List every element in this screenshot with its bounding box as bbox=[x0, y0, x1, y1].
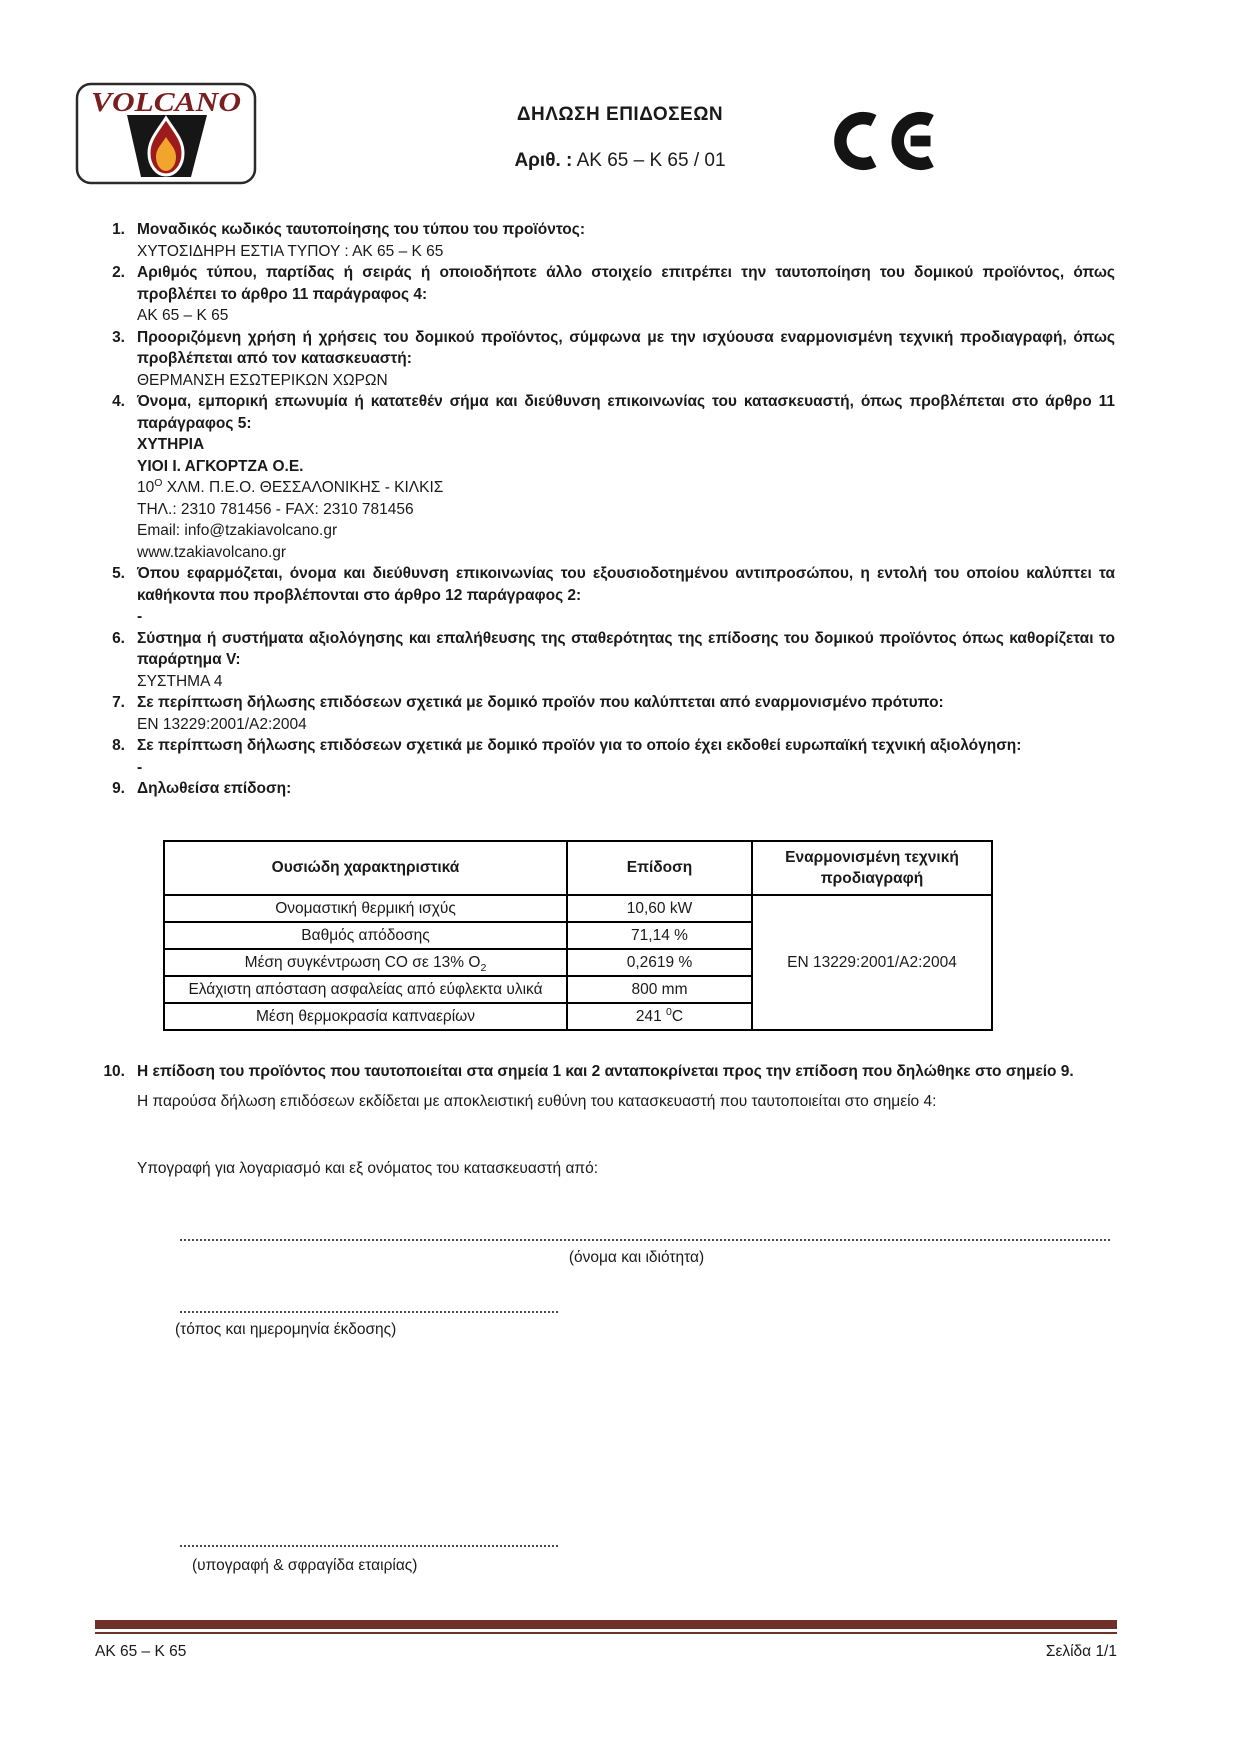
item-heading: Όνομα, εμπορική επωνυμία ή κατατεθέν σήμα και διεύθυνση επικοινωνίας του κατασκευαστή, όπως προβλέπεται στο άρθρο 11 παράγραφος 5: bbox=[137, 393, 1115, 432]
manufacturer-phone: ΤΗΛ.: 2310 781456 - FAX: 2310 781456 bbox=[137, 500, 414, 518]
document-number-value: ΑΚ 65 – Κ 65 / 01 bbox=[576, 149, 726, 171]
item-number: 2. bbox=[112, 264, 125, 281]
item-number: 3. bbox=[112, 328, 125, 346]
item-value: ΧΥΤΟΣΙΔΗΡΗ ΕΣΤΙΑ ΤΥΠΟΥ : ΑΚ 65 – Κ 65 bbox=[137, 242, 444, 260]
list-item-5 bbox=[95, 563, 1115, 628]
co-label: Μέση συγκέντρωση CO σε 13% O bbox=[244, 953, 481, 971]
list-item-2 bbox=[95, 262, 1115, 327]
ce-mark-icon bbox=[830, 108, 938, 174]
declared-performance-table bbox=[163, 840, 1115, 1031]
row-label: Βαθμός απόδοσης bbox=[164, 922, 567, 949]
stamp-signature-caption: (υπογραφή & σφραγίδα εταιρίας) bbox=[192, 1557, 418, 1574]
item-value: ΣΥΣΤΗΜΑ 4 bbox=[137, 672, 223, 690]
footer-rule-thin bbox=[95, 1632, 1117, 1634]
list-item-8 bbox=[95, 735, 1115, 778]
item-heading: Μοναδικός κωδικός ταυτοποίησης του τύπου του προϊόντος: bbox=[137, 221, 585, 238]
item-heading: Όπου εφαρμόζεται, όνομα και διεύθυνση επικοινωνίας του εξουσιοδοτημένου αντιπροσώπου, η εντολή του οποίου καλύπτει τα καθήκοντα που προβλέπονται στο άρθρο 12 παράγραφος 2: bbox=[137, 565, 1115, 604]
list-item-3 bbox=[95, 327, 1115, 392]
row-value bbox=[567, 1003, 752, 1030]
item-value-dash: - bbox=[137, 758, 143, 776]
list-item-4 bbox=[95, 391, 1115, 563]
row-value: 10,60 kW bbox=[567, 895, 752, 922]
item-value: EN 13229:2001/A2:2004 bbox=[137, 715, 307, 733]
signature-intro: Υπογραφή για λογαριασμό και εξ ονόματος του κατασκευαστή από: bbox=[137, 1159, 599, 1177]
manufacturer-email: Email: info@tzakiavolcano.gr bbox=[137, 522, 338, 539]
item-heading: Αριθμός τύπου, παρτίδας ή σειράς ή οποιοδήποτε άλλο στοιχείο επιτρέπει την ταυτοποίηση του δομικού προϊόντος, όπως προβλέπει το άρθρο 11 παράγραφος 4: bbox=[137, 264, 1115, 303]
list-item-7 bbox=[95, 692, 1115, 735]
item-heading: Σε περίπτωση δήλωσης επιδόσεων σχετικά με δομικό προϊόν που καλύπτεται από εναρμονισμένο πρότυπο: bbox=[137, 694, 944, 711]
volcano-logo-text: VOLCANO bbox=[91, 87, 241, 117]
document-number-label: Αριθ. : bbox=[514, 149, 573, 171]
item-heading: Δηλωθείσα επίδοση: bbox=[137, 780, 292, 797]
section10-heading: Η επίδοση του προϊόντος που ταυτοποιείται στα σημεία 1 και 2 ανταποκρίνεται προς την επίδοση που δηλώθηκε στο σημείο 9. bbox=[137, 1062, 1074, 1080]
temp-value: 241 bbox=[635, 1007, 667, 1025]
row-value: 0,2619 % bbox=[567, 949, 752, 976]
footer-rule-thick bbox=[95, 1620, 1117, 1629]
item-value: ΑΚ 65 – Κ 65 bbox=[137, 307, 229, 324]
temp-superscript: 0 bbox=[666, 1005, 672, 1018]
item-value: ΘΕΡΜΑΝΣΗ ΕΣΩΤΕΡΙΚΩΝ ΧΩΡΩΝ bbox=[137, 371, 388, 389]
item-number: 7. bbox=[112, 694, 125, 711]
address-prefix: 10 bbox=[137, 479, 155, 496]
item-heading: Σε περίπτωση δήλωσης επιδόσεων σχετικά με δομικό προϊόν για το οποίο έχει εκδοθεί ευρωπαϊκή τεχνική αξιολόγηση: bbox=[137, 737, 1022, 754]
manufacturer-company: ΥΙΟΙ Ι. ΑΓΚΟΡΤΖΑ Ο.Ε. bbox=[137, 457, 304, 475]
section-10 bbox=[95, 1061, 1115, 1180]
item-number: 9. bbox=[112, 780, 125, 797]
item-value-dash: - bbox=[137, 608, 143, 625]
item-number: 4. bbox=[112, 393, 125, 410]
table-header-row bbox=[164, 841, 992, 895]
item-number: 8. bbox=[112, 737, 125, 754]
place-date-line bbox=[180, 1311, 558, 1313]
section10-paragraph: Η παρούσα δήλωση επιδόσεων εκδίδεται με αποκλειστική ευθύνη του κατασκευαστή που ταυτοποιείται στο σημείο 4: bbox=[137, 1093, 937, 1110]
footer-product-code: ΑΚ 65 – Κ 65 bbox=[95, 1643, 187, 1660]
numbered-list bbox=[95, 219, 1115, 800]
col-header-spec: Εναρμονισμένη τεχνική προδιαγραφή bbox=[752, 841, 992, 895]
col-header-performance: Επίδοση bbox=[567, 841, 752, 895]
row-label bbox=[164, 949, 567, 976]
item-number: 5. bbox=[112, 565, 125, 582]
temp-unit: C bbox=[671, 1007, 684, 1025]
stamp-signature-block bbox=[180, 1545, 558, 1577]
manufacturer-name: ΧΥΤΗΡΙΑ bbox=[137, 436, 205, 453]
name-signature-line bbox=[180, 1239, 1110, 1241]
document-number bbox=[0, 150, 1240, 172]
item-number: 10. bbox=[103, 1062, 125, 1080]
manufacturer-address bbox=[137, 477, 1115, 499]
title-block bbox=[0, 82, 1240, 171]
list-item-1 bbox=[95, 219, 1115, 262]
item-number: 1. bbox=[112, 221, 125, 238]
document-title: ΔΗΛΩΣΗ ΕΠΙΔΟΣΕΩΝ bbox=[516, 104, 724, 125]
row-value: 71,14 % bbox=[567, 922, 752, 949]
list-item-6 bbox=[95, 628, 1115, 693]
place-date-caption: (τόπος και ημερομηνία έκδοσης) bbox=[175, 1320, 397, 1338]
address-rest: ΧΛΜ. Π.Ε.Ο. ΘΕΣΣΑΛΟΝΙΚΗΣ - ΚΙΛΚΙΣ bbox=[162, 479, 444, 496]
name-caption: (όνομα και ιδιότητα) bbox=[568, 1249, 705, 1266]
table-row bbox=[164, 895, 992, 922]
manufacturer-website: www.tzakiavolcano.gr bbox=[137, 543, 287, 561]
co-label-subscript: 2 bbox=[480, 961, 487, 974]
stamp-signature-line bbox=[180, 1545, 558, 1547]
row-label: Μέση θερμοκρασία καπναερίων bbox=[164, 1003, 567, 1030]
col-header-characteristics: Ουσιώδη χαρακτηριστικά bbox=[164, 841, 567, 895]
item-heading: Προοριζόμενη χρήση ή χρήσεις του δομικού προϊόντος, σύμφωνα με την ισχύουσα εναρμονισμένη τεχνική προδιαγραφή, όπως προβλέπεται από τον κατασκευαστή: bbox=[137, 328, 1115, 367]
row-value: 800 mm bbox=[567, 976, 752, 1003]
item-number: 6. bbox=[112, 629, 125, 647]
harmonised-spec-value: EN 13229:2001/A2:2004 bbox=[752, 895, 992, 1030]
document-header bbox=[0, 82, 1240, 185]
row-label: Ελάχιστη απόσταση ασφαλείας από εύφλεκτα υλικά bbox=[164, 976, 567, 1003]
footer-page-number: Σελίδα 1/1 bbox=[1045, 1643, 1117, 1660]
row-label: Ονομαστική θερμική ισχύς bbox=[164, 895, 567, 922]
signature-area bbox=[163, 1239, 1115, 1340]
page-footer bbox=[95, 1620, 1117, 1663]
list-item-9 bbox=[95, 778, 1115, 800]
item-heading: Σύστημα ή συστήματα αξιολόγησης και επαλήθευσης της σταθερότητας της επίδοσης του δομικού προϊόντος όπως καθορίζεται το παράρτημα V: bbox=[137, 629, 1115, 668]
address-superscript: Ο bbox=[154, 476, 163, 489]
